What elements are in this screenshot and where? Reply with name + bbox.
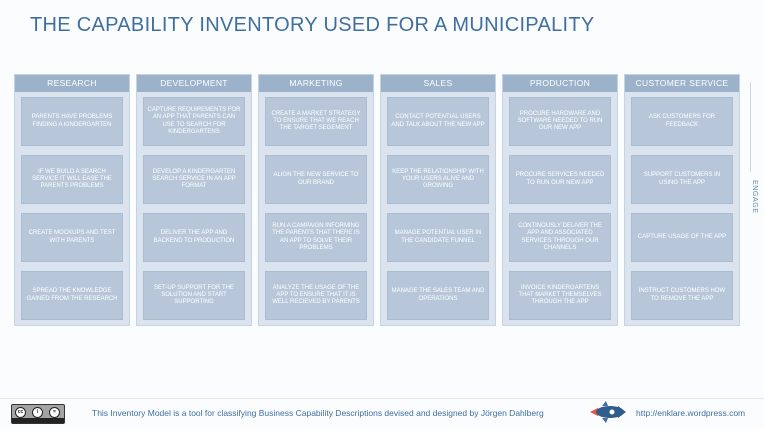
capability-cell: ALIGN THE NEW SERVICE TO OUR BRAND — [265, 155, 367, 204]
column-header: DEVELOPMENT — [137, 75, 251, 92]
license-strip — [12, 418, 64, 423]
capability-cell: INSTRUCT CUSTOMERS HOW TO REMOVE THE APP — [631, 271, 733, 320]
capability-cell: PROCURE HARDWARE AND SOFTWARE NEEDED TO RUN OUR NEW APP — [509, 97, 611, 146]
capability-cell: SET-UP SUPPORT FOR THE SOLUTION AND START SUPPORTING — [143, 271, 245, 320]
column-header: MARKETING — [259, 75, 373, 92]
capability-cell: INVOICE KINDERGARTENS THAT MARKET THEMSELVES THROUGH THE APP — [509, 271, 611, 320]
column-development — [136, 74, 252, 326]
capability-cell: CREATE MOCKUPS AND TEST WITH PARENTS — [21, 213, 123, 262]
engage-divider — [750, 82, 751, 172]
column-header: SALES — [381, 75, 495, 92]
column-header: PRODUCTION — [503, 75, 617, 92]
capability-cell: CAPTURE USAGE OF THE APP — [631, 213, 733, 262]
cc-license-badge[interactable] — [11, 404, 65, 424]
capability-cell: ASK CUSTOMERS FOR FEEDBACK — [631, 97, 733, 146]
cc-icon: cc — [15, 407, 26, 418]
column-header: CUSTOMER SERVICE — [625, 75, 739, 92]
footer-credit: This Inventory Model is a tool for classifying Business Capability Descriptions devised and designed by Jörgen Dahlberg — [92, 408, 544, 418]
capability-cell: IF WE BUILD A SEARCH SERVICE IT WILL EASE THE PARENTS PROBLEMS — [21, 155, 123, 204]
engage-label: ENGAGE — [751, 180, 758, 214]
capability-cell: SUPPORT CUSTOMERS IN USING THE APP — [631, 155, 733, 204]
capability-cell: PROCURE SERVICES NEEDED TO RUN OUR NEW APP — [509, 155, 611, 204]
capability-cell: CAPTURE REQUIREMENTS FOR AN APP THAT PARENTS CAN USE TO SEARCH FOR KINDERGARTENS — [143, 97, 245, 146]
column-production — [502, 74, 618, 326]
column-sales — [380, 74, 496, 326]
column-header: RESEARCH — [15, 75, 129, 92]
website-link[interactable]: http://enklare.wordpress.com — [636, 408, 746, 418]
capability-cell: CONTINOUSLY DELIVER THE APP AND ASSOCIATED SERVICES THROUGH OUR CHANNELS — [509, 213, 611, 262]
capability-cell: KEEP THE RELATIONSHIP WITH YOUR USERS ALIVE AND GROWING — [387, 155, 489, 204]
column-research — [14, 74, 130, 326]
capability-cell: CONTACT POTENTIAL USERS AND TALK ABOUT THE NEW APP — [387, 97, 489, 146]
capability-cell: MANAGE POTENTIAL USER IN THE CANDIDATE FUNNEL — [387, 213, 489, 262]
column-customer-service — [624, 74, 740, 326]
capability-cell: CREATE A MARKET STRATEGY TO ENSURE THAT WE REACH THE TARGET SEGEMENT — [265, 97, 367, 146]
capability-cell: MANAGE THE SALES TEAM AND OPERATIONS — [387, 271, 489, 320]
no-derivatives-icon: = — [49, 407, 60, 418]
capability-cell: DEVELOP A KINDERGARTEN SEARCH SERVICE IN AN APP FORMAT — [143, 155, 245, 204]
capability-columns — [14, 74, 742, 326]
rocket-icon — [588, 400, 628, 429]
page-title: THE CAPABILITY INVENTORY USED FOR A MUNICIPALITY — [30, 14, 595, 36]
attribution-icon: i — [32, 407, 43, 418]
capability-cell: PARENTS HAVE PROBLEMS FINDING A KINDERGARTEN — [21, 97, 123, 146]
capability-cell: DELIVER THE APP AND BACKEND TO PRODUCTION — [143, 213, 245, 262]
footer-divider — [0, 398, 764, 399]
capability-cell: ANALYZE THE USAGE OF THE APP TO ENSURE THAT IT IS WELL RECIEVED BY PARENTS — [265, 271, 367, 320]
capability-cell: SPREAD THE KNOWLEDGE GAINED FROM THE RESEARCH — [21, 271, 123, 320]
column-marketing — [258, 74, 374, 326]
capability-cell: RUN A CAMPAIGN INFORMING THE PARENTS THAT THERE IS AN APP TO SOLVE THEIR PROBLEMS — [265, 213, 367, 262]
